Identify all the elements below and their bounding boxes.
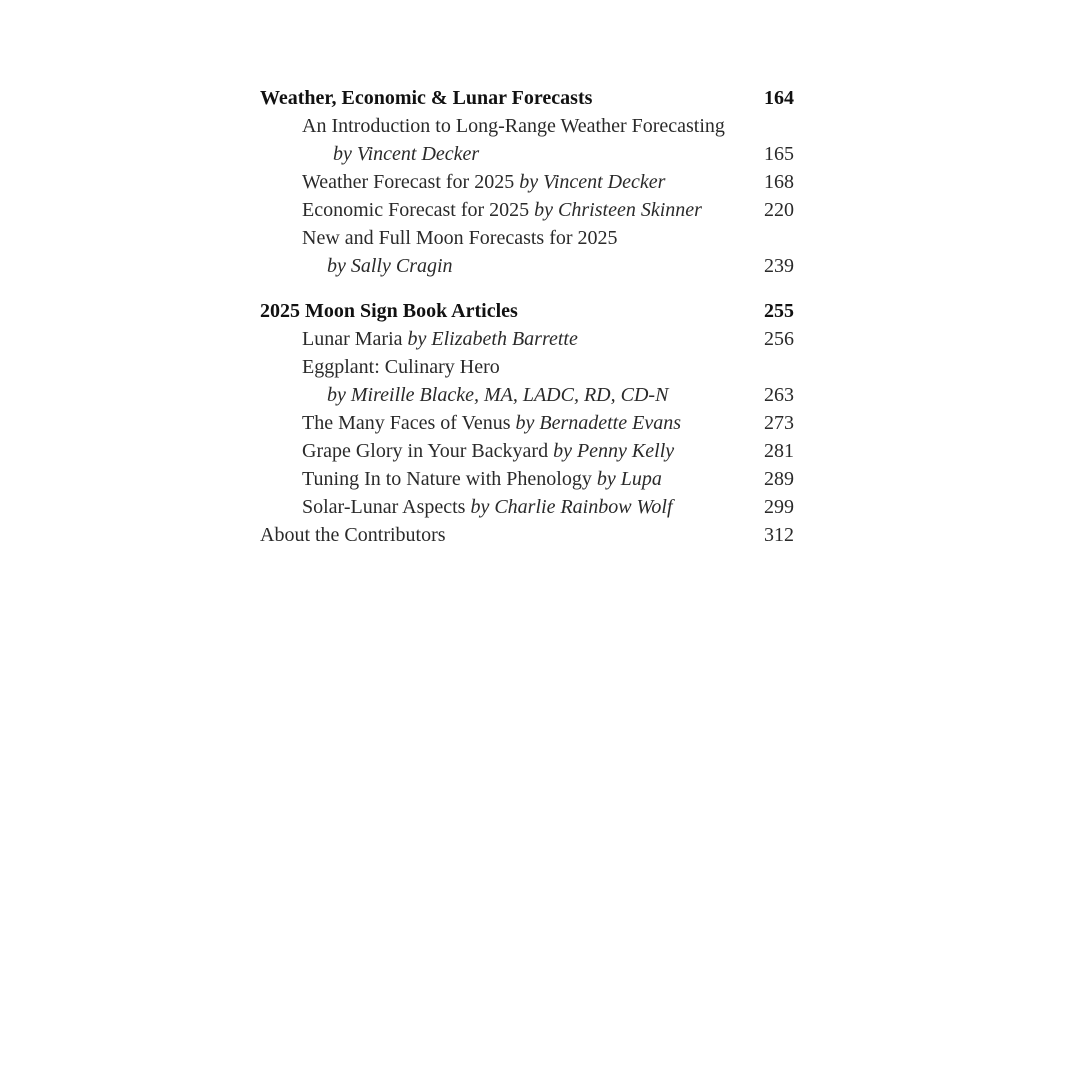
page-number: 168 [764, 171, 794, 193]
toc-entry-author [260, 252, 794, 280]
toc-entry [260, 493, 794, 521]
entry-title: Economic Forecast for 2025 [302, 199, 530, 221]
page-number: 256 [764, 328, 794, 350]
entry-title: Tuning In to Nature with Phenology [302, 468, 592, 490]
section-heading-articles [260, 297, 794, 325]
entry-title: Solar-Lunar Aspects [302, 496, 466, 518]
entry-author: by Lupa [596, 468, 662, 490]
entry-author: by Mireille Blacke, MA, LADC, RD, CD-N [327, 384, 669, 406]
entry-author: by Christeen Skinner [534, 199, 702, 221]
entry-title: About the Contributors [260, 524, 446, 546]
toc-entry-author [260, 381, 794, 409]
entry-author: by Penny Kelly [553, 440, 675, 462]
entry-title: Lunar Maria [302, 328, 403, 350]
toc-entry-contributors [260, 521, 794, 549]
section-title: Weather, Economic & Lunar Forecasts [260, 87, 593, 109]
page-number: 281 [764, 440, 794, 462]
toc-entry [260, 325, 794, 353]
page-number: 273 [764, 412, 794, 434]
toc-entry [260, 437, 794, 465]
table-of-contents [260, 84, 794, 549]
entry-author: by Elizabeth Barrette [407, 328, 578, 350]
page-number: 255 [764, 300, 794, 322]
page-number: 164 [764, 87, 794, 109]
entry-author: by Charlie Rainbow Wolf [470, 496, 673, 518]
entry-title: Grape Glory in Your Backyard [302, 440, 549, 462]
page-number: 312 [764, 524, 794, 546]
entry-author: by Bernadette Evans [515, 412, 681, 434]
section-title: 2025 Moon Sign Book Articles [260, 300, 518, 322]
page-number: 165 [764, 143, 794, 165]
entry-author: by Vincent Decker [519, 171, 666, 193]
page-number: 263 [764, 384, 794, 406]
section-spacer [260, 280, 794, 297]
toc-entry-author [260, 140, 794, 168]
entry-title: Eggplant: Culinary Hero [302, 356, 500, 378]
page-number: 239 [764, 255, 794, 277]
toc-entry-title [260, 112, 794, 140]
page-number: 289 [764, 468, 794, 490]
toc-entry [260, 465, 794, 493]
entry-title: An Introduction to Long-Range Weather Forecasting [302, 115, 725, 137]
entry-title: New and Full Moon Forecasts for 2025 [302, 227, 618, 249]
section-heading-forecasts [260, 84, 794, 112]
toc-entry [260, 409, 794, 437]
page-number: 220 [764, 199, 794, 221]
toc-entry-title [260, 353, 794, 381]
toc-entry [260, 168, 794, 196]
entry-title: Weather Forecast for 2025 [302, 171, 515, 193]
page-number: 299 [764, 496, 794, 518]
toc-entry [260, 196, 794, 224]
entry-author: by Sally Cragin [327, 255, 453, 277]
entry-title: The Many Faces of Venus [302, 412, 511, 434]
toc-entry-title [260, 224, 794, 252]
entry-author: by Vincent Decker [333, 143, 480, 165]
